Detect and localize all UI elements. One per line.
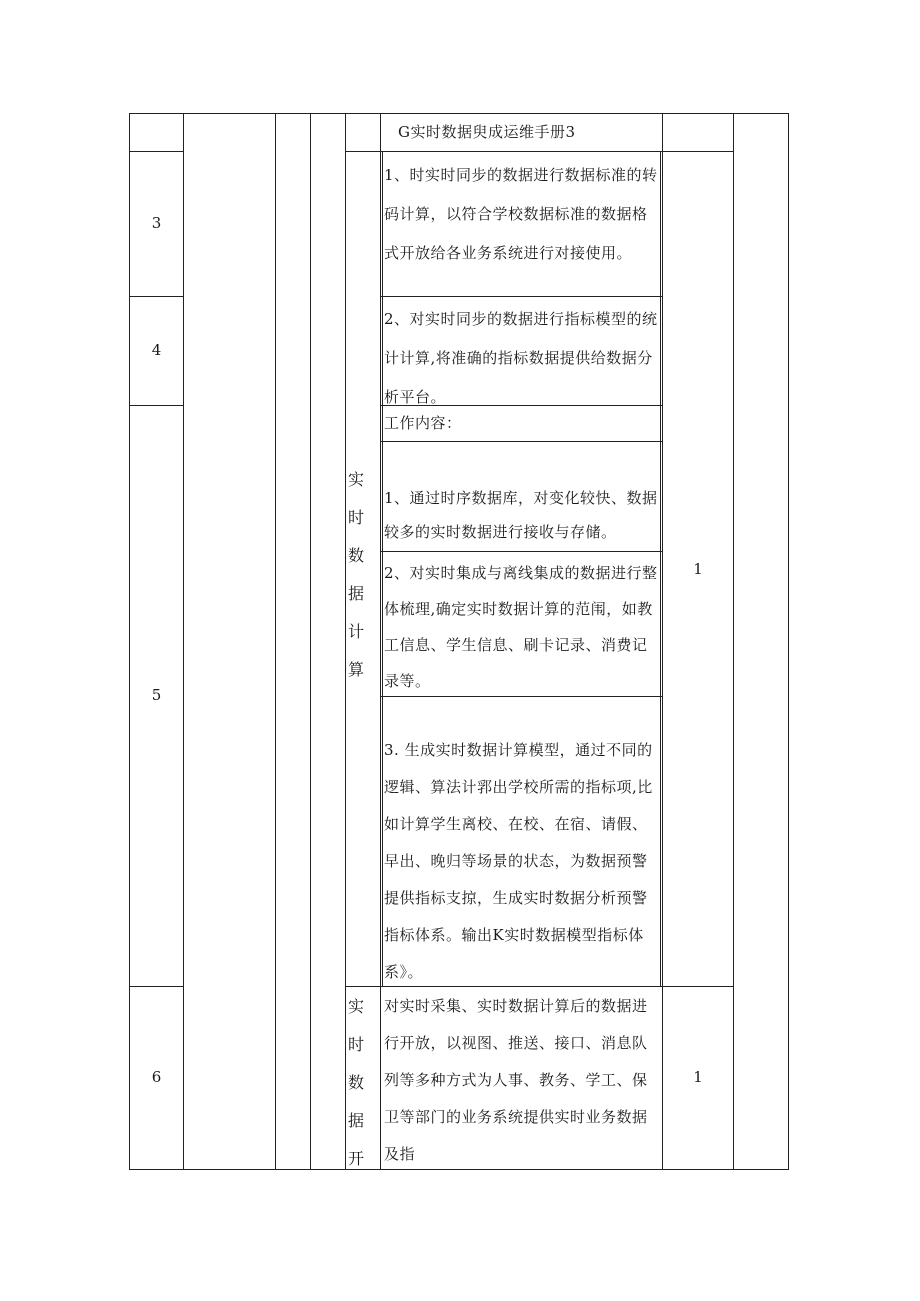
row-divider bbox=[380, 441, 663, 442]
col-divider bbox=[183, 113, 184, 1170]
row-divider bbox=[129, 986, 184, 987]
col-divider bbox=[275, 113, 276, 1170]
row-index: 5 bbox=[151, 686, 162, 704]
work-content-heading: 工作内容： bbox=[384, 414, 462, 432]
row-index: 6 bbox=[151, 1068, 162, 1086]
content-col-left-inner bbox=[382, 151, 383, 986]
quantity-value: 1 bbox=[693, 560, 703, 578]
row-divider bbox=[380, 296, 663, 297]
table-border-right bbox=[788, 113, 789, 1170]
row-divider bbox=[129, 151, 184, 152]
compute-item: 2、对实时同步的数据进行指标模型的统计计算,将准确的指标数据提供给数据分析平台。 bbox=[384, 310, 658, 406]
row-divider bbox=[345, 986, 381, 987]
compute-item: 2、对实时集成与离线集成的数据进行整体梳理,确定实时数据计算的范闱，如教工信息、学生信息、刷卡记录、消费记录等。 bbox=[384, 564, 658, 690]
section-label-compute: 实时数据计算 bbox=[347, 470, 364, 679]
content-col-right-inner bbox=[660, 151, 661, 986]
table-border-left bbox=[129, 113, 130, 1170]
section-label-open: 实时数据开 bbox=[347, 997, 364, 1168]
row-divider bbox=[662, 151, 734, 152]
open-data-text: 对实时采集、实时数据计算后的数据进行开放，以视图、推送、接口、消息队列等多种方式为人事、教务、学工、保卫等部门的业务系统提供实时业务数据及指 bbox=[384, 997, 648, 1163]
row-divider bbox=[129, 405, 184, 406]
row-divider bbox=[380, 151, 663, 152]
col-divider bbox=[733, 113, 734, 1170]
row-index: 4 bbox=[151, 341, 162, 359]
col-divider bbox=[310, 113, 311, 1170]
doc-title-cell: G实时数据臾成运维手册3 bbox=[398, 123, 576, 141]
row-divider bbox=[129, 296, 184, 297]
compute-item: 1、时实时同步的数据进行数据标准的转码计算，以符合学校数据标准的数据格式开放给各业务系统进行对接使用。 bbox=[384, 166, 658, 262]
content-col-right bbox=[662, 113, 663, 1170]
row-index: 3 bbox=[151, 214, 162, 232]
content-col-left bbox=[380, 113, 381, 1170]
row-divider bbox=[345, 151, 381, 152]
quantity-value: 1 bbox=[693, 1068, 703, 1086]
compute-item: 3. 生成实时数据计算模型，通过不同的逻辑、算法计郛出学校所需的指标项,比如计算学生离校、在校、在宿、请假、早出、晚归等场景的状态，为数据预警提供指标支掠，生成实时数据分析预警指标体系。输出K实时数据模型指标体系》。 bbox=[384, 741, 653, 981]
row-divider bbox=[380, 551, 663, 552]
compute-item: 1、通过时序数据库，对变化较快、数据较多的实时数据进行接收与存储。 bbox=[384, 489, 658, 541]
row-divider bbox=[662, 986, 734, 987]
